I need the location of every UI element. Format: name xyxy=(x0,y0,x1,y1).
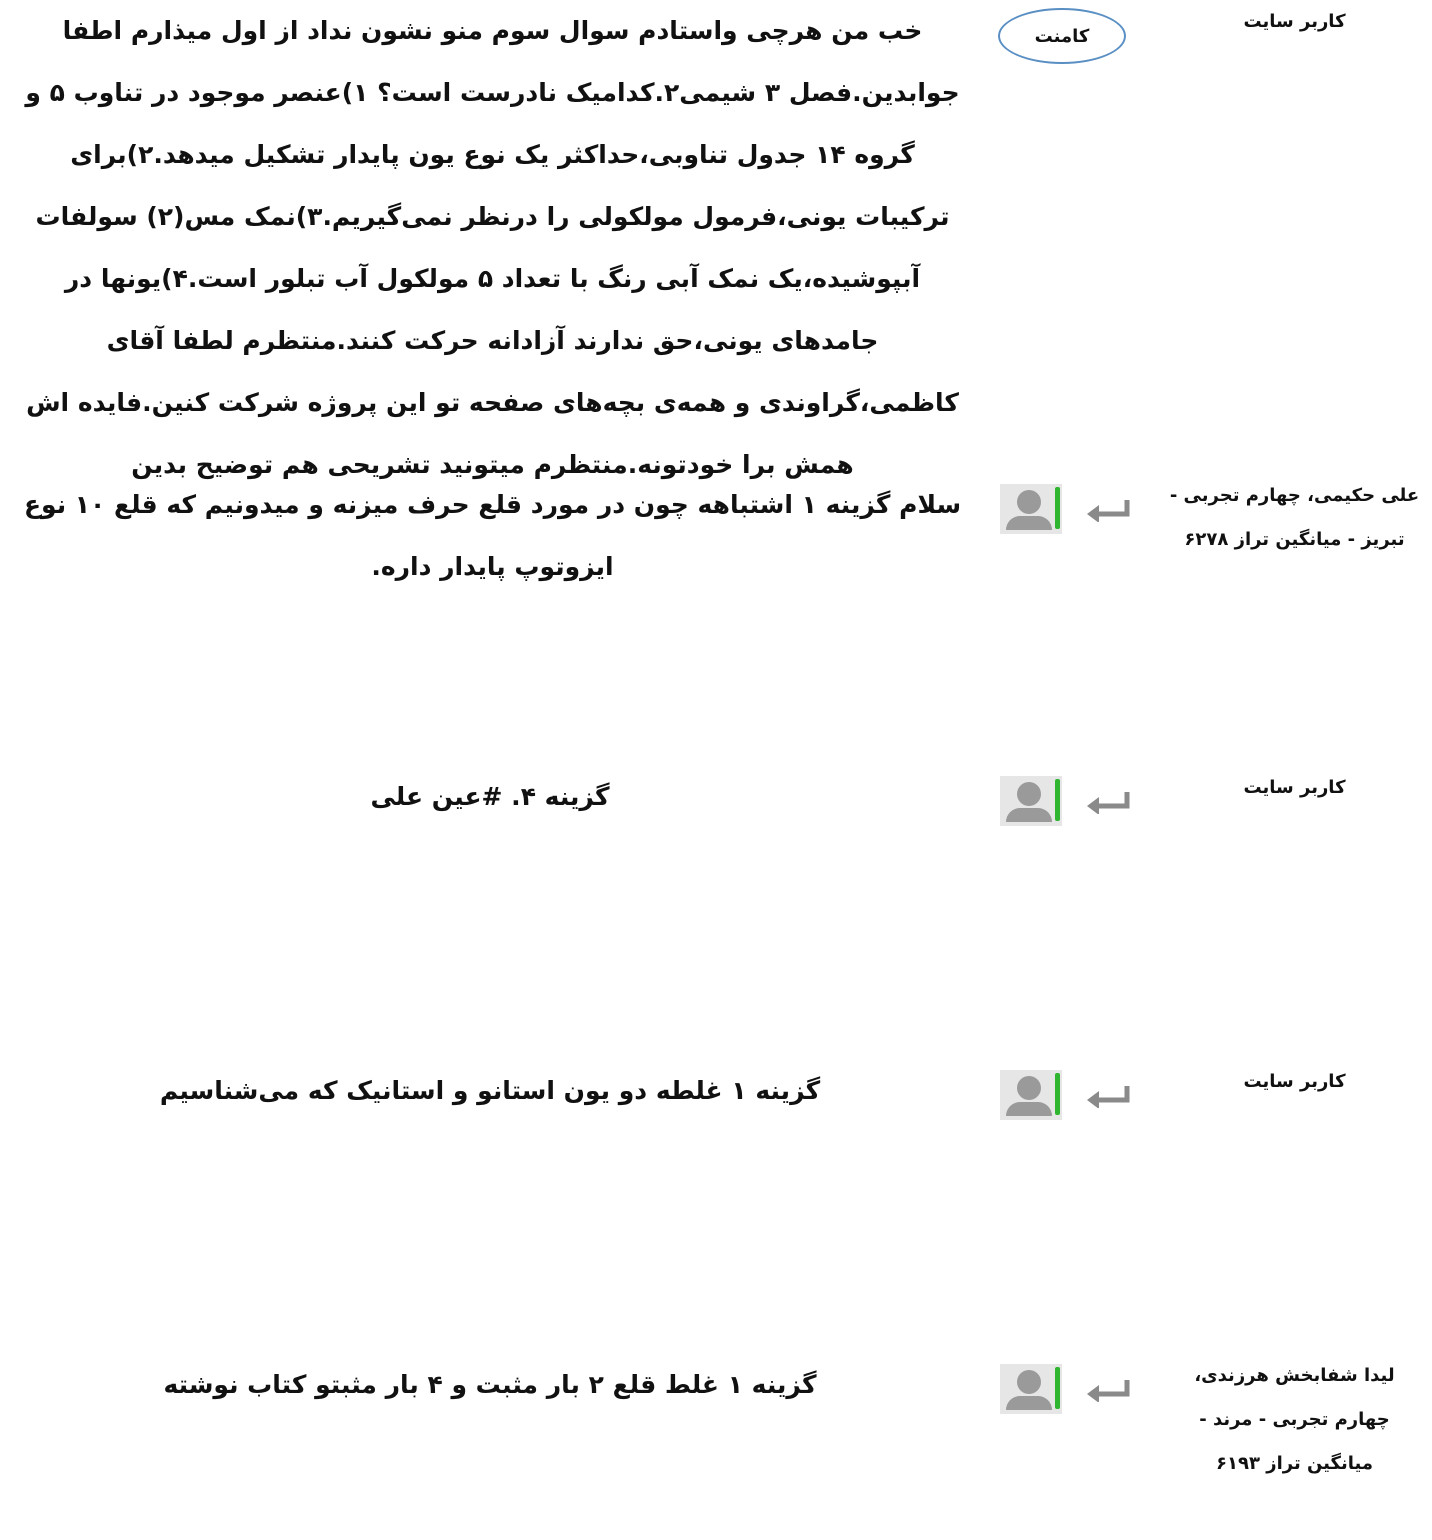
reply-arrow-icon xyxy=(1085,498,1131,522)
avatar-icon xyxy=(1000,776,1062,826)
reply-author: لیدا شفابخش هرزندی، چهارم تجربی - مرند - میانگین تراز ۶۱۹۳ xyxy=(1194,1365,1395,1474)
reply-author: کاربر سایت xyxy=(1243,1071,1346,1092)
avatar-icon xyxy=(1000,484,1062,534)
reply-text: گزینه ۴. #عین علی xyxy=(370,782,610,811)
comment-text: خب من هرچی واستادم سوال سوم منو نشون نداد از اول میذارم اطفا جوابدین.فصل ۳ شیمی۲.کدامیک نادرست است؟ ۱)عنصر موجود در تناوب ۵ و گروه ۱۴ جدول تناوبی،حداکثر یک نوع یون پایدار تشکیل میدهد.۲)برای ترکیبات یونی،فرمول مولکولی را درنظر نمی‌گیریم.۳)نمک مس(۲) سولفات آبپوشیده،یک نمک آبی رنگ با تعداد ۵ مولکول آب تبلور است.۴)یونها در جامدهای یونی،حق ندارند آزادانه حرکت کنند.منتظرم لطفا آقای کاظمی،گراوندی و همه‌ی بچه‌های صفحه تو این پروژه شرکت کنین.فایده اش همش برا خودتونه.منتظرم میتونید تشریحی هم توضیح بدین xyxy=(25,16,960,479)
comment-badge[interactable]: کامنت xyxy=(998,8,1126,64)
reply-author: علی حکیمی، چهارم تجربی - تبریز - میانگین تراز ۶۲۷۸ xyxy=(1169,485,1420,550)
avatar-icon xyxy=(1000,1070,1062,1120)
reply-arrow-icon xyxy=(1085,790,1131,814)
reply-text: سلام گزینه ۱ اشتباهه چون در مورد قلع حرف میزنه و میدونیم که قلع ۱۰ نوع ایزوتوپ پایدار داره. xyxy=(23,490,962,581)
reply-author: کاربر سایت xyxy=(1243,777,1346,798)
comment-author: کاربر سایت xyxy=(1243,11,1346,32)
reply-text: گزینه ۱ غلط قلع ۲ بار مثبت و ۴ بار مثبتو کتاب نوشته xyxy=(163,1370,817,1399)
reply-arrow-icon xyxy=(1085,1084,1131,1108)
reply-arrow-icon xyxy=(1085,1378,1131,1402)
avatar-icon xyxy=(1000,1364,1062,1414)
reply-text: گزینه ۱ غلطه دو یون استانو و استانیک که می‌شناسیم xyxy=(159,1076,821,1105)
